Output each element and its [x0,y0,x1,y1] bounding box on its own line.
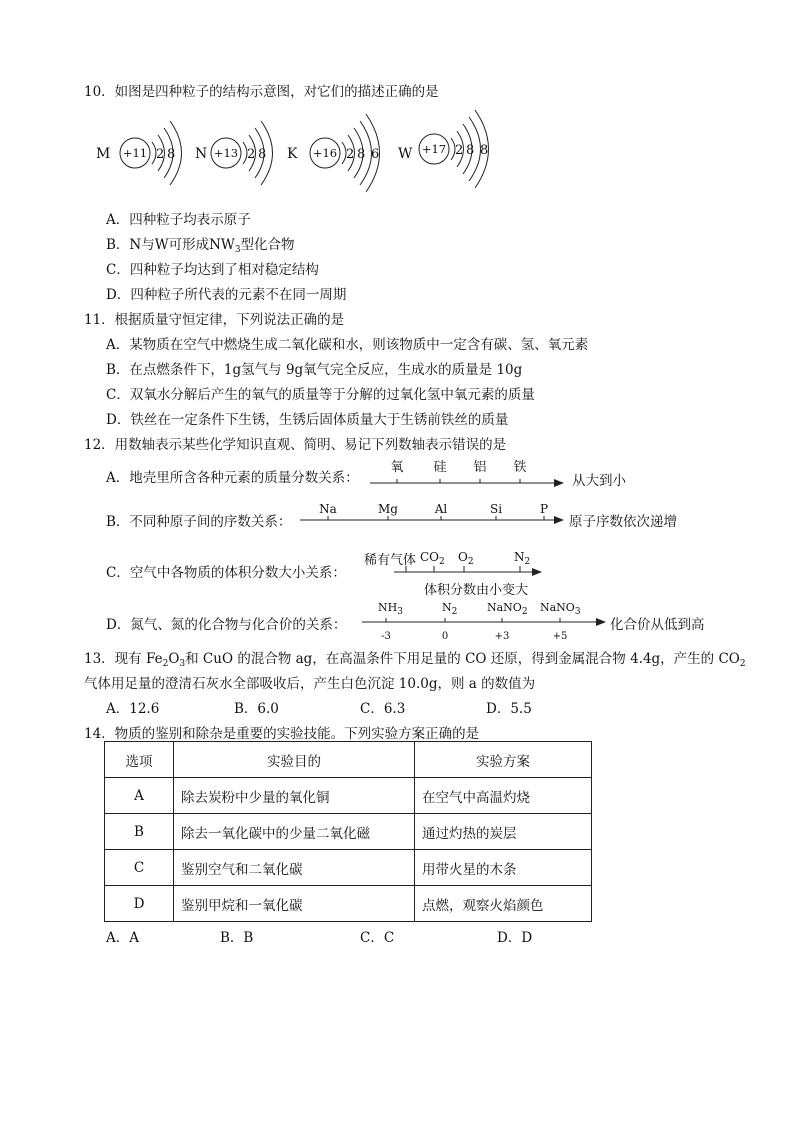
table-cell-purpose: 鉴别空气和二氧化碳 [174,850,415,886]
q12-c-item-rare-gas: 稀有气体 [364,553,417,568]
table-row [105,814,592,850]
table-cell-option: B [105,814,174,850]
q12-option-a[interactable]: A．地壳里所含各种元素的质量分数关系： [106,470,359,486]
q11-stem: 11．根据质量守恒定律，下列说法正确的是 [84,312,345,328]
particle-k-shell-2: 8 [357,147,366,162]
q11-option-b[interactable]: B．在点燃条件下，1g氢气与 9g氧气完全反应，生成水的质量是 10g [106,362,523,378]
q12-c-caption: 体积分数由小变大 [424,583,529,598]
q14-stem: 14．物质的鉴别和除杂是重要的实验技能。下列实验方案正确的是 [84,726,480,742]
q12-c-item-o2: $O_2$ [458,550,474,567]
q12-d-item-nano3: NaNO$_3$ [540,601,581,617]
q12-d-item-n2: $N_2$ [442,601,458,617]
q12-a-item-aluminum: 铝 [473,460,487,475]
table-header-plan: 实验方案 [415,742,592,778]
particle-n-shell-2: 8 [258,147,267,162]
q12-d-value-plus3: +3 [494,631,510,642]
table-cell-option: D [105,886,174,922]
particle-w-shell-3: 8 [480,143,489,158]
q14-option-b[interactable]: B．B [220,930,254,946]
q13-stem-line2: 气体用足量的澄清石灰水全部吸收后，产生白色沉淀 10.0g，则 a 的数值为 [84,676,536,692]
particle-k-shell-3: 6 [371,147,380,162]
q14-option-d[interactable]: D．D [497,930,533,946]
q12-c-item-n2: $N_2$ [514,550,531,567]
particle-n-shell-1: 2 [247,147,256,162]
table-cell-option: A [105,778,174,814]
table-cell-plan: 用带火星的木条 [415,850,592,886]
particle-w-nucleus: +17 [421,142,447,156]
q12-b-item-mg: Mg [378,502,398,516]
q14-option-a[interactable]: A．A [106,930,139,946]
table-header-option: 选项 [105,742,174,778]
q12-a-item-iron: 铁 [513,460,527,475]
q12-b-number-line [298,498,570,534]
particle-m-shell-2: 8 [167,147,176,162]
q12-d-value-minus3: -3 [381,631,391,642]
table-row [105,886,592,922]
particle-w-shell-2: 8 [466,143,475,158]
q12-a-tail: 从大到小 [572,473,626,489]
particle-m-shell-1: 2 [156,147,165,162]
q13-option-c[interactable]: C．6.3 [360,701,406,717]
table-cell-purpose: 除去炭粉中少量的氧化铜 [174,778,415,814]
particle-m-nucleus: +11 [122,146,148,160]
particle-n-label: N [195,146,208,162]
q12-d-tail: 化合价从低到高 [610,617,705,633]
particle-n-nucleus: +13 [213,146,239,160]
table-cell-option: C [105,850,174,886]
q12-d-value-0: 0 [441,631,449,642]
q10-option-a[interactable]: A．四种粒子均表示原子 [106,212,251,228]
q14-experiment-table [104,741,592,922]
q14-option-c[interactable]: C．C [360,930,395,946]
q12-b-item-al: Al [434,502,448,516]
q12-a-item-silicon: 硅 [433,460,447,475]
q12-option-b[interactable]: B．不同种原子间的序数关系： [106,514,292,530]
table-row [105,778,592,814]
q12-d-item-nh3: $NH_3$ [378,601,403,617]
q12-d-value-plus5: +5 [552,631,568,642]
q12-d-item-nano2: NaNO$_2$ [487,601,528,617]
q12-d-number-line [360,616,610,642]
q10-option-b[interactable]: B．N与W可形成$NW_3$型化合物 [106,237,295,255]
table-cell-plan: 点燃，观察火焰颜色 [415,886,592,922]
particle-w-shell-1: 2 [455,143,464,158]
q10-option-c[interactable]: C．四种粒子均达到了相对稳定结构 [106,262,319,278]
table-header-purpose: 实验目的 [174,742,415,778]
q13-option-a[interactable]: A．12.6 [106,701,160,717]
q10-option-d[interactable]: D．四种粒子所代表的元素不在同一周期 [106,287,347,303]
q12-c-number-line [392,564,548,580]
table-cell-purpose: 鉴别甲烷和一氧化碳 [174,886,415,922]
particle-k-label: K [287,146,298,162]
table-cell-plan: 通过灼热的炭层 [415,814,592,850]
q10-stem: 10．如图是四种粒子的结构示意图，对它们的描述正确的是 [84,84,439,100]
q12-b-item-na: Na [319,502,337,516]
particle-m-label: M [96,146,111,162]
q12-option-c[interactable]: C．空气中各物质的体积分数大小关系： [106,565,346,581]
table-header-row [105,742,592,778]
q11-option-a[interactable]: A．某物质在空气中燃烧生成二氧化碳和水，则该物质中一定含有碳、氢、氧元素 [106,337,589,353]
q13-stem-line1: 13．现有 $Fe_2O_3$和 CuO 的混合物 ag，在高温条件下用足量的 CO 还原，得到金属混合物 4.4g，产生的 $CO_2$ [84,651,746,669]
q11-option-c[interactable]: C．双氧水分解后产生的氧气的质量等于分解的过氧化氢中氧元素的质量 [106,387,535,403]
q12-a-item-oxygen: 氧 [390,460,404,475]
q12-option-d[interactable]: D．氮气、氮的化合物与化合价的关系： [106,617,347,633]
atom-structure-diagrams [80,106,520,204]
particle-w-label: W [398,146,413,162]
table-cell-plan: 在空气中高温灼烧 [415,778,592,814]
q11-option-d[interactable]: D．铁丝在一定条件下生锈，生锈后固体质量大于生锈前铁丝的质量 [106,412,509,428]
q12-stem: 12．用数轴表示某些化学知识直观、简明、易记下列数轴表示错误的是 [84,437,507,453]
particle-k-nucleus: +16 [312,146,338,160]
particle-k-shell-1: 2 [346,147,355,162]
table-cell-purpose: 除去一氧化碳中的少量二氧化磁 [174,814,415,850]
q12-c-item-co2: $CO_2$ [420,550,445,567]
q13-option-b[interactable]: B．6.0 [234,701,279,717]
q12-b-tail: 原子序数依次递增 [569,514,677,530]
q12-b-item-si: Si [489,502,503,516]
table-row [105,850,592,886]
q12-a-number-line [368,452,568,488]
q12-b-item-p: P [539,502,549,516]
q13-option-d[interactable]: D．5.5 [486,701,532,717]
